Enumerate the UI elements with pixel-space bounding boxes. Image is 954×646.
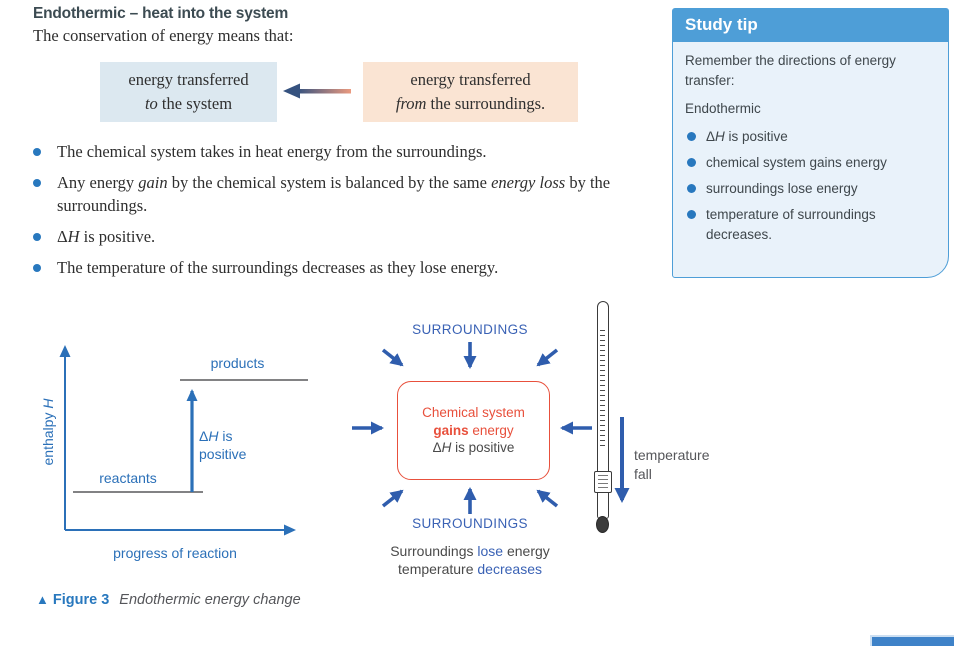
energy-to-system-box — [100, 62, 277, 122]
figure-caption — [36, 592, 301, 608]
thermometer-scale-ticks — [600, 330, 605, 450]
list-item — [30, 256, 645, 279]
figure-marker-icon: ▲ — [36, 592, 49, 607]
list-item — [30, 225, 645, 248]
list-item-text: Any energy gain by the chemical system is balanced by the same energy loss by the surroundings. — [57, 173, 611, 215]
from-box-line2: from the surroundings. — [395, 94, 546, 113]
from-box-line1: energy transferred — [410, 70, 531, 89]
system-box-line1: Chemical system — [422, 405, 525, 421]
list-item — [685, 205, 936, 245]
figure-caption-text: Endothermic energy change — [119, 592, 301, 608]
chemical-system-box — [397, 381, 550, 480]
key-points-list — [30, 140, 645, 287]
system-box-line2: gains energy — [433, 422, 514, 438]
page-title: Endothermic – heat into the system — [33, 5, 289, 22]
list-item-text: The temperature of the surroundings decreases as they lose energy. — [57, 258, 499, 277]
bullet-icon — [687, 210, 696, 219]
bullet-icon — [687, 184, 696, 193]
intro-text: The conservation of energy means that: — [33, 26, 294, 45]
bullet-icon — [33, 233, 41, 241]
reactants-label: reactants — [99, 470, 157, 486]
thermometer-band-text — [598, 475, 608, 489]
bullet-icon — [687, 132, 696, 141]
study-tip-intro: Remember the directions of energy transfer: — [685, 53, 896, 88]
surroundings-bottom-label: SURROUNDINGS — [412, 516, 528, 531]
thermometer-bulb — [596, 516, 609, 533]
temperature-fall-label: temperature fall — [634, 447, 710, 482]
surroundings-top-label: SURROUNDINGS — [412, 322, 528, 337]
page-edge-bar — [872, 637, 954, 646]
system-caption: Surroundings lose energy temperature decreases — [390, 543, 550, 577]
list-item-text: surroundings lose energy — [706, 181, 858, 196]
list-item-text: chemical system gains energy — [706, 155, 887, 170]
study-tip-header: Study tip — [673, 9, 948, 42]
list-item — [685, 179, 936, 199]
bullet-icon — [33, 148, 41, 156]
system-box-line3: ΔH is positive — [432, 440, 515, 456]
to-box-line1: energy transferred — [128, 70, 249, 89]
chart-ylabel: enthalpy H — [40, 398, 56, 466]
figure-number: Figure 3 — [52, 592, 110, 608]
list-item-text: ΔH is positive — [706, 129, 788, 144]
study-tip-list — [685, 127, 936, 245]
list-item — [30, 140, 645, 163]
study-tip-subhead: Endothermic — [685, 101, 761, 116]
study-tip-panel — [672, 8, 949, 278]
bullet-icon — [33, 264, 41, 272]
delta-h-label: ΔH is positive — [199, 428, 247, 462]
bullet-icon — [687, 158, 696, 167]
energy-from-surroundings-box — [363, 62, 578, 122]
to-box-line2: to the system — [144, 94, 233, 113]
list-item-text: ΔH is positive. — [57, 227, 156, 246]
list-item — [685, 127, 936, 147]
study-tip-body — [673, 42, 948, 245]
list-item-text: The chemical system takes in heat energy from the surroundings. — [57, 142, 487, 161]
bullet-icon — [33, 179, 41, 187]
chart-xlabel: progress of reaction — [113, 545, 237, 561]
list-item — [685, 153, 936, 173]
products-label: products — [210, 355, 265, 371]
list-item-text: temperature of surroundings decreases. — [706, 207, 876, 242]
energy-transfer-arrow-icon — [283, 81, 355, 101]
list-item — [30, 171, 645, 217]
